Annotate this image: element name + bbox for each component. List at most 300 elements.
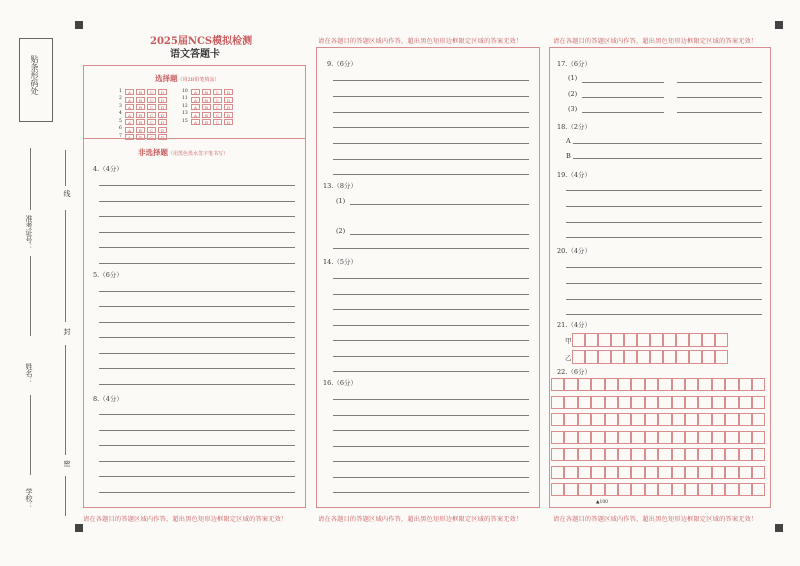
question-21-row-a-label: 甲 <box>565 337 572 345</box>
answer-line <box>350 234 529 235</box>
answer-line <box>333 325 529 326</box>
answer-line <box>573 143 762 144</box>
nonchoice-title: 非选择题 <box>138 148 168 157</box>
choice-bubble[interactable]: B <box>136 89 145 95</box>
choice-question-number: 10 <box>182 88 188 94</box>
writing-cell[interactable] <box>712 466 725 479</box>
choice-bubble[interactable]: B <box>202 112 211 118</box>
question-13-part-2: (2) <box>336 227 346 235</box>
writing-cell[interactable] <box>658 413 671 426</box>
writing-cell[interactable] <box>591 448 604 461</box>
answer-line <box>566 299 762 300</box>
answer-line <box>333 309 529 310</box>
writing-cell[interactable] <box>739 413 752 426</box>
answer-line <box>333 446 529 447</box>
question-4-label: 4.（4分） <box>93 165 123 173</box>
answer-line <box>333 174 529 175</box>
writing-cell[interactable] <box>712 448 725 461</box>
writing-cell[interactable] <box>598 350 611 364</box>
question-19-label: 19.（4分） <box>557 171 591 179</box>
writing-cell[interactable] <box>698 431 711 444</box>
column-1-frame <box>83 65 306 508</box>
choice-question-number: 13 <box>182 111 188 116</box>
secret-label: 密 <box>63 460 71 467</box>
writing-cell[interactable] <box>564 448 577 461</box>
choice-bubble[interactable]: A <box>191 119 200 125</box>
writing-cell[interactable] <box>715 333 728 347</box>
writing-cell[interactable] <box>624 350 637 364</box>
question-5-label: 5.（6分） <box>93 271 123 279</box>
nonchoice-note: （用黑色墨水签字笔书写） <box>168 151 229 157</box>
seal-line-label: 线 <box>63 190 71 197</box>
choice-bubble[interactable]: D <box>158 127 167 133</box>
question-17-part-2: (2) <box>568 90 578 98</box>
writing-cell[interactable] <box>618 396 631 409</box>
writing-cell[interactable] <box>712 396 725 409</box>
answer-line <box>99 337 295 338</box>
exam-number-line-2 <box>30 256 31 336</box>
writing-cell[interactable] <box>752 396 765 409</box>
writing-cell[interactable] <box>631 378 644 391</box>
choice-bubble[interactable]: D <box>158 89 167 95</box>
question-17-part-3: (3) <box>568 105 578 113</box>
writing-cell[interactable] <box>698 466 711 479</box>
writing-cell[interactable] <box>564 431 577 444</box>
choice-question-number: 2 <box>119 96 122 101</box>
writing-cell[interactable] <box>645 431 658 444</box>
writing-cell[interactable] <box>551 431 564 444</box>
question-21-label: 21.（4分） <box>557 321 591 329</box>
writing-cell[interactable] <box>752 466 765 479</box>
choice-bubble[interactable]: B <box>136 134 145 140</box>
writing-cell[interactable] <box>578 448 591 461</box>
writing-cell[interactable] <box>715 350 728 364</box>
writing-cell[interactable] <box>591 413 604 426</box>
writing-cell[interactable] <box>712 378 725 391</box>
answer-line <box>99 445 295 446</box>
choice-bubble[interactable]: A <box>191 97 200 103</box>
choice-bubble[interactable]: B <box>202 104 211 110</box>
writing-cell[interactable] <box>698 448 711 461</box>
choice-bubble[interactable]: A <box>125 97 134 103</box>
question-21-row-b-label: 乙 <box>565 354 572 362</box>
choice-bubble[interactable]: C <box>213 104 222 110</box>
choice-bubble[interactable]: B <box>202 119 211 125</box>
writing-cell[interactable] <box>585 350 598 364</box>
answer-line <box>99 247 295 248</box>
writing-cell[interactable] <box>725 466 738 479</box>
writing-cell[interactable] <box>551 378 564 391</box>
writing-cell[interactable] <box>725 413 738 426</box>
writing-cell[interactable] <box>564 466 577 479</box>
writing-cell[interactable] <box>572 350 585 364</box>
binding-line-3 <box>65 345 66 455</box>
answer-line <box>99 263 295 264</box>
writing-cell[interactable] <box>685 483 698 496</box>
choice-divider <box>84 138 305 139</box>
answer-line <box>99 322 295 323</box>
writing-cell[interactable] <box>702 333 715 347</box>
question-18-label: 18.（2分） <box>557 123 591 131</box>
writing-cell[interactable] <box>698 396 711 409</box>
answer-line <box>333 371 529 372</box>
writing-cell[interactable] <box>739 396 752 409</box>
writing-cell[interactable] <box>752 431 765 444</box>
choice-bubble[interactable]: C <box>147 97 156 103</box>
writing-cell[interactable] <box>658 466 671 479</box>
writing-cell[interactable] <box>685 396 698 409</box>
warning-column-2-top: 请在各题目的答题区域内作答，超出黑色矩形边框限定区域的答案无效！ <box>318 38 523 45</box>
writing-cell[interactable] <box>551 483 564 496</box>
writing-cell[interactable] <box>676 350 689 364</box>
writing-cell[interactable] <box>712 483 725 496</box>
choice-question-number: 4 <box>119 111 122 116</box>
writing-cell[interactable] <box>551 448 564 461</box>
choice-bubble[interactable]: C <box>147 127 156 133</box>
choice-bubble[interactable]: A <box>125 112 134 118</box>
answer-line <box>99 306 295 307</box>
choice-bubble[interactable]: D <box>224 97 233 103</box>
choice-bubble[interactable]: B <box>136 127 145 133</box>
question-17-label: 17.（6分） <box>557 60 591 68</box>
choice-bubble[interactable]: D <box>158 104 167 110</box>
warning-column-2-bottom: 请在各题目的答题区域内作答，超出黑色矩形边框限定区域的答案无效！ <box>318 516 523 523</box>
choice-bubble[interactable]: C <box>213 119 222 125</box>
writing-cell[interactable] <box>672 448 685 461</box>
writing-cell[interactable] <box>591 378 604 391</box>
choice-bubble[interactable]: C <box>147 119 156 125</box>
writing-cell[interactable] <box>698 378 711 391</box>
name-label: 姓名： <box>25 363 33 384</box>
writing-cell[interactable] <box>725 396 738 409</box>
writing-cell[interactable] <box>618 431 631 444</box>
question-22-label: 22.（6分） <box>557 368 591 376</box>
answer-line <box>333 340 529 341</box>
answer-line <box>99 291 295 292</box>
writing-cell[interactable] <box>698 483 711 496</box>
writing-cell[interactable] <box>618 483 631 496</box>
writing-cell[interactable] <box>578 378 591 391</box>
writing-cell[interactable] <box>611 350 624 364</box>
answer-line <box>333 112 529 113</box>
writing-cell[interactable] <box>658 483 671 496</box>
question-8-label: 8.（4分） <box>93 395 123 403</box>
answer-line <box>566 267 762 268</box>
writing-cell[interactable] <box>551 413 564 426</box>
writing-cell[interactable] <box>605 483 618 496</box>
answer-line <box>566 283 762 284</box>
writing-cell[interactable] <box>578 483 591 496</box>
answer-line <box>333 159 529 160</box>
answer-line <box>99 430 295 431</box>
answer-line <box>566 206 762 207</box>
answer-line <box>99 368 295 369</box>
question-9-label: 9.（6分） <box>327 60 357 68</box>
registration-mark-top-right <box>775 21 783 29</box>
writing-cell[interactable] <box>685 378 698 391</box>
answer-line <box>333 127 529 128</box>
choice-bubble[interactable]: A <box>125 119 134 125</box>
writing-cell[interactable] <box>591 396 604 409</box>
writing-cell[interactable] <box>611 333 624 347</box>
answer-line <box>582 82 664 83</box>
school-label: 学校： <box>25 488 33 509</box>
choice-bubble[interactable]: D <box>224 119 233 125</box>
answer-line <box>333 143 529 144</box>
writing-cell[interactable] <box>672 396 685 409</box>
writing-cell[interactable] <box>672 413 685 426</box>
answer-line <box>333 356 529 357</box>
writing-cell[interactable] <box>564 378 577 391</box>
writing-cell[interactable] <box>752 483 765 496</box>
answer-line <box>333 477 529 478</box>
warning-column-3-top: 请在各题目的答题区域内作答，超出黑色矩形边框限定区域的答案无效！ <box>553 38 758 45</box>
writing-cell[interactable] <box>698 413 711 426</box>
writing-cell[interactable] <box>591 431 604 444</box>
writing-cell[interactable] <box>689 333 702 347</box>
answer-line <box>333 461 529 462</box>
choice-bubble[interactable]: A <box>191 112 200 118</box>
answer-line <box>99 384 295 385</box>
writing-cell[interactable] <box>663 350 676 364</box>
answer-line <box>677 97 762 98</box>
barcode-box <box>19 38 53 122</box>
writing-cell[interactable] <box>605 431 618 444</box>
writing-cell[interactable] <box>624 333 637 347</box>
choice-question-number: 6 <box>119 126 122 131</box>
answer-line <box>333 80 529 81</box>
writing-cell[interactable] <box>572 333 585 347</box>
writing-cell[interactable] <box>725 431 738 444</box>
choice-question-number: 15 <box>182 118 188 124</box>
choice-bubble[interactable]: A <box>125 89 134 95</box>
writing-cell[interactable] <box>739 448 752 461</box>
answer-line <box>99 353 295 354</box>
binding-line-4 <box>65 476 66 516</box>
choice-bubble[interactable]: A <box>125 127 134 133</box>
answer-line <box>99 476 295 477</box>
choice-question-number: 1 <box>119 88 122 94</box>
writing-cell[interactable] <box>631 448 644 461</box>
question-13-label: 13.（8分） <box>323 182 357 190</box>
writing-cell[interactable] <box>618 413 631 426</box>
writing-cell[interactable] <box>658 378 671 391</box>
answer-line <box>677 112 762 113</box>
choice-bubble[interactable]: C <box>147 112 156 118</box>
choice-bubble[interactable]: D <box>224 112 233 118</box>
writing-cell[interactable] <box>631 396 644 409</box>
writing-cell[interactable] <box>631 413 644 426</box>
answer-line <box>99 414 295 415</box>
registration-mark-top-left <box>75 21 83 29</box>
writing-cell[interactable] <box>564 483 577 496</box>
choice-question-number: 3 <box>119 103 122 109</box>
writing-cell[interactable] <box>578 431 591 444</box>
answer-line <box>99 232 295 233</box>
writing-cell[interactable] <box>645 378 658 391</box>
question-18-option-a: A <box>566 137 571 145</box>
answer-line <box>350 204 529 205</box>
writing-cell[interactable] <box>752 378 765 391</box>
writing-cell[interactable] <box>605 396 618 409</box>
choice-bubble[interactable]: D <box>224 104 233 110</box>
answer-line <box>99 461 295 462</box>
writing-cell[interactable] <box>618 448 631 461</box>
choice-bubble[interactable]: B <box>136 112 145 118</box>
choice-question-number: 11 <box>182 96 188 101</box>
choice-bubble[interactable]: B <box>136 97 145 103</box>
writing-cell[interactable] <box>578 466 591 479</box>
writing-cell[interactable] <box>631 431 644 444</box>
nonchoice-section-title <box>138 147 228 158</box>
writing-cell[interactable] <box>650 333 663 347</box>
writing-cell[interactable] <box>712 413 725 426</box>
writing-cell[interactable] <box>752 413 765 426</box>
choice-bubble[interactable]: D <box>158 134 167 140</box>
choice-bubble[interactable]: A <box>191 104 200 110</box>
writing-cell[interactable] <box>631 483 644 496</box>
answer-line <box>333 430 529 431</box>
answer-line <box>99 216 295 217</box>
writing-cell[interactable] <box>725 448 738 461</box>
answer-line <box>333 278 529 279</box>
registration-mark-bottom-right <box>775 524 783 532</box>
writing-cell[interactable] <box>689 350 702 364</box>
writing-cell[interactable] <box>631 466 644 479</box>
choice-bubble[interactable]: B <box>136 119 145 125</box>
writing-cell[interactable] <box>618 466 631 479</box>
answer-line <box>99 201 295 202</box>
writing-cell[interactable] <box>672 466 685 479</box>
writing-cell[interactable] <box>685 413 698 426</box>
answer-line <box>333 248 529 249</box>
writing-cell[interactable] <box>551 396 564 409</box>
answer-line <box>333 415 529 416</box>
writing-cell[interactable] <box>739 378 752 391</box>
writing-cell[interactable] <box>585 333 598 347</box>
choice-bubble[interactable]: A <box>191 89 200 95</box>
binding-line-2 <box>65 210 66 322</box>
writing-cell[interactable] <box>591 483 604 496</box>
writing-cell[interactable] <box>618 378 631 391</box>
writing-cell[interactable] <box>672 431 685 444</box>
writing-cell[interactable] <box>605 466 618 479</box>
writing-cell[interactable] <box>725 378 738 391</box>
writing-cell[interactable] <box>645 466 658 479</box>
choice-question-number: 7 <box>119 133 122 139</box>
writing-cell[interactable] <box>551 466 564 479</box>
warning-column-3-bottom: 请在各题目的答题区域内作答，超出黑色矩形边框限定区域的答案无效！ <box>553 516 758 523</box>
choice-bubble[interactable]: D <box>158 112 167 118</box>
writing-cell[interactable] <box>739 431 752 444</box>
answer-line <box>582 97 664 98</box>
question-14-label: 14.（5分） <box>323 258 357 266</box>
answer-line <box>573 158 762 159</box>
answer-line <box>333 492 529 493</box>
choice-bubble[interactable]: C <box>147 134 156 140</box>
grid-count-marker: ▲100 <box>596 500 609 505</box>
answer-line <box>677 82 762 83</box>
answer-line <box>566 237 762 238</box>
choice-question-number: 12 <box>182 103 188 109</box>
writing-cell[interactable] <box>712 431 725 444</box>
choice-bubble[interactable]: B <box>202 89 211 95</box>
writing-cell[interactable] <box>605 413 618 426</box>
barcode-label: 贴条形码处 <box>30 55 39 95</box>
question-18-option-b: B <box>566 152 571 160</box>
question-16-label: 16.（6分） <box>323 379 357 387</box>
exam-number-line <box>30 148 31 210</box>
choice-bubble[interactable]: D <box>158 119 167 125</box>
writing-cell[interactable] <box>645 448 658 461</box>
choice-bubble[interactable]: A <box>125 134 134 140</box>
choice-bubble[interactable]: B <box>202 97 211 103</box>
registration-mark-bottom-left <box>75 524 83 532</box>
writing-cell[interactable] <box>650 350 663 364</box>
writing-cell[interactable] <box>564 413 577 426</box>
writing-cell[interactable] <box>658 396 671 409</box>
answer-line <box>566 222 762 223</box>
writing-cell[interactable] <box>739 483 752 496</box>
writing-cell[interactable] <box>658 431 671 444</box>
writing-cell[interactable] <box>564 396 577 409</box>
answer-card-title: 语文答题卡 <box>170 49 220 60</box>
writing-cell[interactable] <box>637 350 650 364</box>
answer-line <box>333 96 529 97</box>
writing-cell[interactable] <box>672 483 685 496</box>
writing-cell[interactable] <box>685 466 698 479</box>
writing-cell[interactable] <box>685 448 698 461</box>
writing-cell[interactable] <box>739 466 752 479</box>
choice-bubble[interactable]: C <box>147 89 156 95</box>
writing-cell[interactable] <box>637 333 650 347</box>
writing-cell[interactable] <box>645 396 658 409</box>
choice-bubble[interactable]: D <box>158 97 167 103</box>
writing-cell[interactable] <box>645 483 658 496</box>
writing-cell[interactable] <box>658 448 671 461</box>
writing-cell[interactable] <box>685 431 698 444</box>
writing-cell[interactable] <box>598 333 611 347</box>
choice-title: 选择题 <box>155 74 178 83</box>
writing-cell[interactable] <box>605 448 618 461</box>
answer-line <box>582 112 664 113</box>
writing-cell[interactable] <box>605 378 618 391</box>
writing-cell[interactable] <box>725 483 738 496</box>
choice-bubble[interactable]: C <box>147 104 156 110</box>
writing-cell[interactable] <box>578 413 591 426</box>
choice-bubble[interactable]: D <box>224 89 233 95</box>
writing-cell[interactable] <box>645 413 658 426</box>
exam-number-label: 准考证号： <box>25 215 33 250</box>
choice-section-title <box>155 73 219 84</box>
writing-cell[interactable] <box>676 333 689 347</box>
writing-cell[interactable] <box>663 333 676 347</box>
writing-cell[interactable] <box>578 396 591 409</box>
writing-cell[interactable] <box>672 378 685 391</box>
writing-cell[interactable] <box>702 350 715 364</box>
choice-bubble[interactable]: B <box>136 104 145 110</box>
seal-label: 封 <box>63 328 71 335</box>
writing-cell[interactable] <box>591 466 604 479</box>
choice-bubble[interactable]: C <box>213 89 222 95</box>
choice-bubble[interactable]: C <box>213 97 222 103</box>
choice-bubble[interactable]: C <box>213 112 222 118</box>
answer-line <box>99 492 295 493</box>
answer-line <box>99 185 295 186</box>
answer-line <box>566 314 762 315</box>
choice-bubble[interactable]: A <box>125 104 134 110</box>
writing-cell[interactable] <box>752 448 765 461</box>
